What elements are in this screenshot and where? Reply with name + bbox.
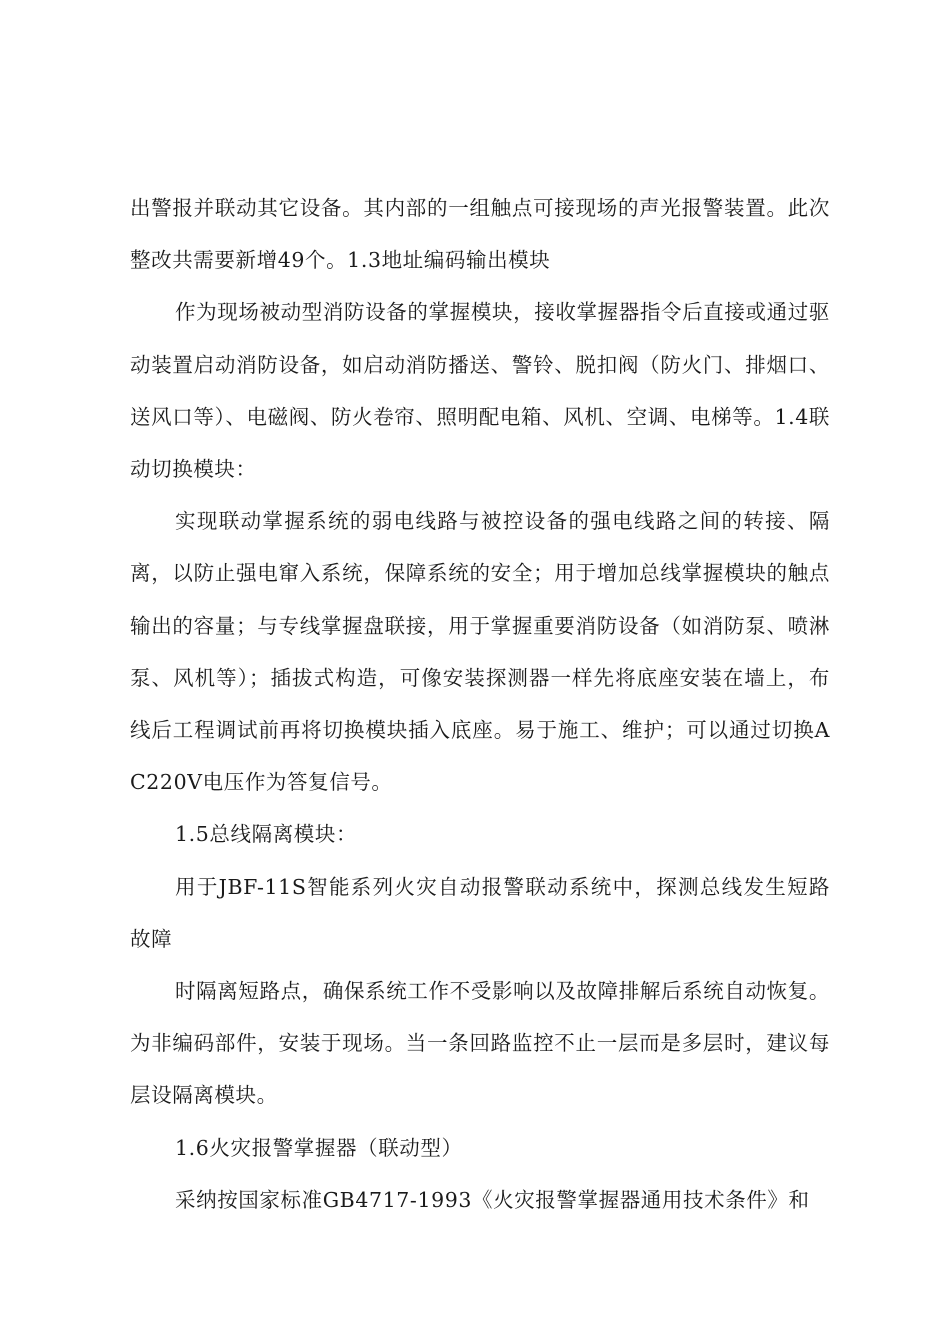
paragraph-5: 用于JBF-11S智能系列火灾自动报警联动系统中，探测总线发生短路故障 (130, 874, 830, 951)
paragraph-6: 时隔离短路点，确保系统工作不受影响以及故障排解后系统自动恢复。为非编码部件，安装于现场。当一条回路监控不止一层而是多层时，建议每层设隔离模块。 (130, 979, 830, 1108)
paragraph-2: 作为现场被动型消防设备的掌握模块，接收掌握器指令后直接或通过驱动装置启动消防设备，如启动消防播送、警铃、脱扣阀（防火门、排烟口、送风口等）、电磁阀、防火卷帘、照明配电箱、风机、空调、电梯等。1.4联动切换模块： (130, 300, 830, 482)
paragraph-4: 1.5总线隔离模块： (175, 822, 358, 847)
paragraph-7: 1.6火灾报警掌握器（联动型） (175, 1135, 463, 1160)
paragraph-1: 出警报并联动其它设备。其内部的一组触点可接现场的声光报警装置。此次整改共需要新增49个。1.3地址编码输出模块 (130, 196, 830, 273)
paragraph-3: 实现联动掌握系统的弱电线路与被控设备的强电线路之间的转接、隔离，以防止强电窜入系统，保障系统的安全；用于增加总线掌握模块的触点输出的容量；与专线掌握盘联接，用于掌握重要消防设备（如消防泵、喷淋泵、风机等）；插拔式构造，可像安装探测器一样先将底座安装在墙上，布线后工程调试前再将切换模块插入底座。易于施工、维护；可以通过切换AC220V电压作为答复信号。 (130, 509, 830, 795)
document-body (130, 182, 830, 1226)
paragraph-8: 采纳按国家标准GB4717-1993《火灾报警掌握器通用技术条件》和 (175, 1187, 810, 1212)
